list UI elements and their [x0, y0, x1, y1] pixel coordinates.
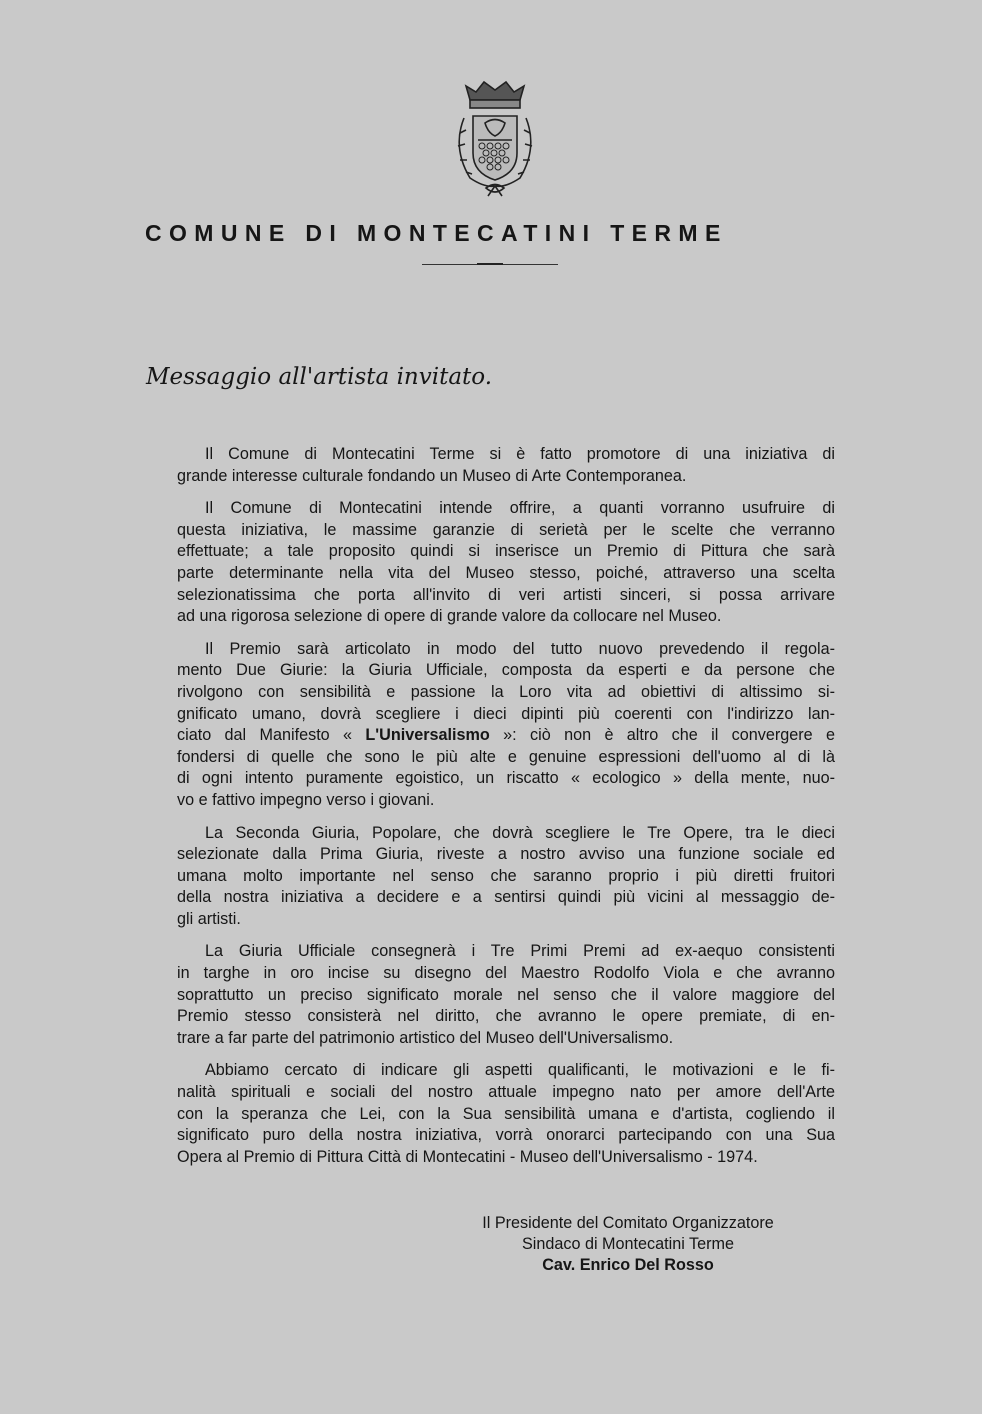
text-line: grande interesse culturale fondando un Museo di Arte Contemporanea. — [177, 466, 687, 485]
text-line: Premio stesso consisterà nel diritto, che avranno le opere premiate, di en- — [177, 1007, 835, 1026]
text-line: La Giuria Ufficiale consegnerà i Tre Primi Premi ad ex-aequo consistenti — [205, 942, 835, 961]
manifesto-name: L'Universalismo — [365, 726, 490, 745]
text-line: Il Comune di Montecatini Terme si è fatto promotore di una iniziativa di — [205, 445, 835, 463]
letter-body — [177, 444, 835, 1179]
paragraph — [177, 444, 835, 487]
signature-title: Sindaco di Montecatini Terme — [521, 1235, 735, 1253]
document-title: COMUNE DI MONTECATINI TERME — [145, 220, 728, 246]
text-line: ad una rigorosa selezione di opere di grande valore da collocare nel Museo. — [177, 607, 722, 626]
text-line: soprattutto un preciso significato morale nel senso che il valore maggiore del — [177, 985, 835, 1004]
text-line — [177, 725, 835, 747]
text-line: con la speranza che Lei, con la Sua sensibilità umana e d'artista, cogliendo il — [177, 1104, 835, 1123]
text-line: Opera al Premio di Pittura Città di Montecatini - Museo dell'Universalismo - 1974. — [177, 1147, 758, 1166]
greeting-heading: Messaggio all'artista invitato. — [146, 364, 493, 390]
coat-of-arms-icon — [440, 78, 550, 198]
text-line: gnificato umano, dovrà scegliere i dieci dipinti più coerenti con l'indirizzo lan- — [177, 704, 835, 723]
text-line: Abbiamo cercato di indicare gli aspetti qualificanti, le motivazioni e le fi- — [205, 1061, 835, 1080]
text-segment: ciato dal Manifesto « — [177, 726, 366, 745]
signature-name: Cav. Enrico Del Rosso — [542, 1256, 714, 1274]
text-line: La Seconda Giuria, Popolare, che dovrà scegliere le Tre Opere, tra le dieci — [205, 823, 835, 842]
text-line: nalità spirituali e sociali del nostro attuale impegno nato per amore dell'Arte — [177, 1083, 835, 1102]
paragraph — [177, 941, 835, 1049]
text-line: mento Due Giurie: la Giuria Ufficiale, composta da esperti e da persone che — [177, 661, 835, 680]
text-line: vo e fattivo impegno verso i giovani. — [177, 790, 435, 809]
text-line: selezionatissima che porta all'invito di veri artisti sinceri, si possa arrivare — [177, 585, 835, 604]
text-line: umana molto importante nel senso che saranno proprio i più diretti fruitori — [177, 866, 835, 885]
paragraph — [177, 823, 835, 931]
text-line: parte determinante nella vita del Museo stesso, poiché, attraverso una scelta — [177, 563, 835, 582]
paragraph — [177, 639, 835, 812]
paragraph — [177, 498, 835, 628]
text-line: trare a far parte del patrimonio artistico del Museo dell'Universalismo. — [177, 1028, 674, 1047]
title-divider — [422, 264, 558, 265]
text-line: di ogni intento puramente egoistico, un riscatto « ecologico » della mente, nuo- — [177, 769, 835, 788]
text-line: rivolgono con sensibilità e passione la Loro vita ad obiettivi di altissimo si- — [177, 682, 835, 701]
text-line: significato puro della nostra iniziativa, vorrà onorarci partecipando con una Sua — [177, 1126, 835, 1145]
text-line: selezionate dalla Prima Giuria, riveste a nostro avviso una funzione sociale ed — [177, 845, 835, 864]
text-line: gli artisti. — [177, 909, 241, 928]
paragraph — [177, 1060, 835, 1168]
text-line: Il Comune di Montecatini intende offrire, a quanti vorranno usufruire di — [205, 499, 835, 518]
text-line: della nostra iniziativa a decidere e a sentirsi quindi più vicini al messaggio de- — [177, 888, 835, 907]
text-segment: »: ciò non è altro che il convergere e — [489, 726, 835, 745]
text-line: effettuate; a tale proposito quindi si inserisce un Premio di Pittura che sarà — [177, 542, 835, 561]
signature-role: Il Presidente del Comitato Organizzatore — [482, 1214, 774, 1232]
text-line: fondersi di quelle che sono le più alte e genuine espressioni dell'uomo al di là — [177, 747, 835, 766]
text-line: Il Premio sarà articolato in modo del tutto nuovo prevedendo il regola- — [205, 639, 835, 658]
text-line: in targhe in oro incise su disegno del Maestro Rodolfo Viola e che avranno — [177, 964, 835, 983]
signature-block — [452, 1213, 804, 1276]
text-line: questa iniziativa, le massime garanzie di serietà per le scelte che verranno — [177, 520, 835, 539]
